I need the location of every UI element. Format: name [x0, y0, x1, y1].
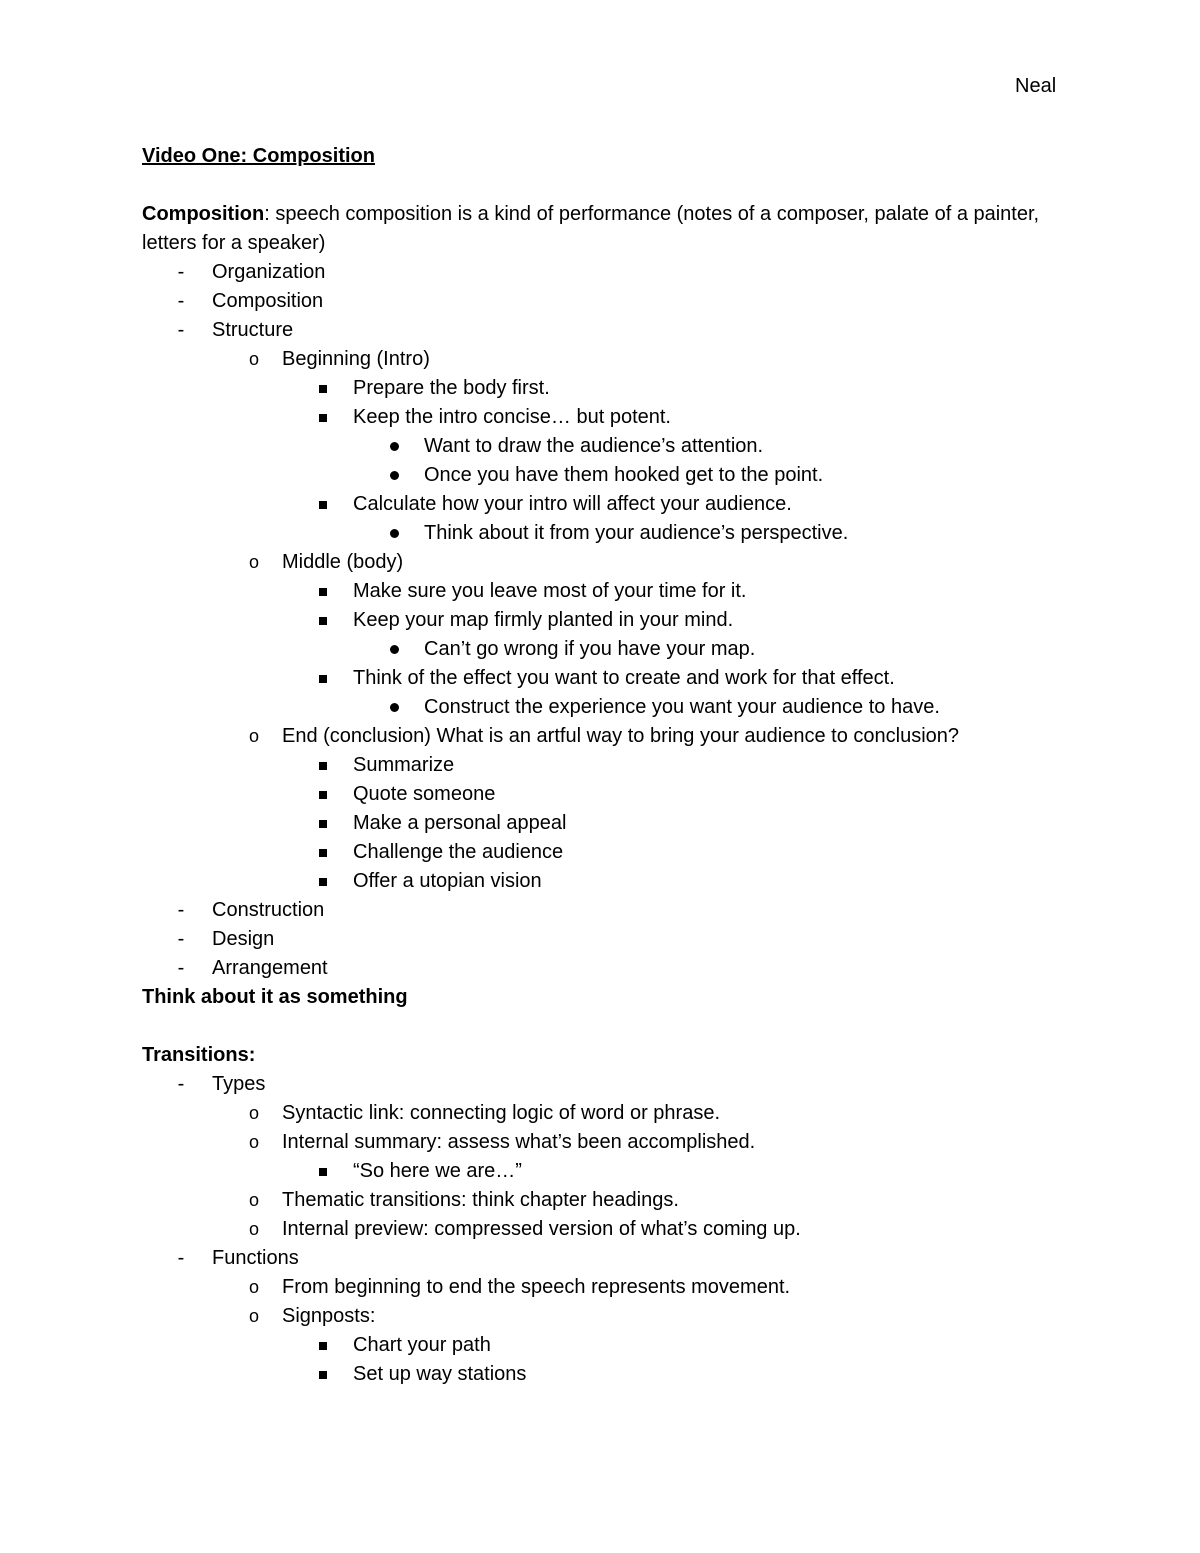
list-item-text: Challenge the audience — [353, 841, 564, 863]
list-item-text: Internal summary: assess what’s been accomplished. — [282, 1131, 756, 1153]
list-item-text: Want to draw the audience’s attention. — [424, 435, 764, 457]
list-item-text: Middle (body) — [282, 551, 404, 573]
transitions-heading: Transitions: — [142, 1044, 256, 1066]
list-item-text: “So here we are…” — [353, 1160, 522, 1182]
list-item-text: Can’t go wrong if you have your map. — [424, 638, 756, 660]
definition-text: : speech composition is a kind of performance (notes of a composer, palate of a painter, letters for a speaker) — [142, 203, 1040, 254]
list-item — [142, 316, 1042, 345]
circle-bullet: o — [248, 1277, 259, 1297]
list-item — [142, 461, 1042, 490]
dot-bullet-icon — [390, 703, 399, 712]
circle-bullet: o — [248, 552, 259, 572]
list-item — [142, 896, 1042, 925]
square-bullet-icon — [319, 675, 327, 683]
list-item-text: Beginning (Intro) — [282, 348, 430, 370]
list-item-text: Summarize — [353, 754, 455, 776]
square-bullet-icon — [319, 501, 327, 509]
list-item — [142, 751, 1042, 780]
blank-line — [142, 171, 1042, 200]
document-title: Video One: Composition — [142, 145, 375, 167]
list-item-text: From beginning to end the speech represents movement. — [282, 1276, 791, 1298]
header-author-name: Neal — [1015, 75, 1057, 97]
list-item-text: Arrangement — [212, 957, 328, 979]
list-item — [142, 780, 1042, 809]
list-item — [142, 1273, 1042, 1302]
list-item-text: Offer a utopian vision — [353, 870, 542, 892]
list-item — [142, 403, 1042, 432]
square-bullet-icon — [319, 762, 327, 770]
list-item-text: Once you have them hooked get to the point. — [424, 464, 824, 486]
list-item-text: Keep the intro concise… but potent. — [353, 406, 671, 428]
list-item — [142, 577, 1042, 606]
circle-bullet: o — [248, 349, 259, 369]
list-item — [142, 1070, 1042, 1099]
list-item-text: End (conclusion) What is an artful way to bring your audience to conclusion? — [282, 725, 960, 747]
list-item-text: Think about it from your audience’s perspective. — [424, 522, 849, 544]
list-item — [142, 548, 1042, 577]
circle-bullet: o — [248, 1306, 259, 1326]
dash-bullet: - — [177, 1247, 185, 1269]
square-bullet-icon — [319, 791, 327, 799]
list-item-text: Structure — [212, 319, 294, 341]
dot-bullet-icon — [390, 442, 399, 451]
circle-bullet: o — [248, 1190, 259, 1210]
list-item-text: Functions — [212, 1247, 299, 1269]
list-item — [142, 954, 1042, 983]
list-item — [142, 1360, 1042, 1389]
dot-bullet-icon — [390, 645, 399, 654]
list-item-text: Make sure you leave most of your time for it. — [353, 580, 747, 602]
list-item-text: Calculate how your intro will affect your audience. — [353, 493, 792, 515]
list-item — [142, 1215, 1042, 1244]
dash-bullet: - — [177, 290, 185, 312]
list-item — [142, 287, 1042, 316]
square-bullet-icon — [319, 1371, 327, 1379]
list-item-text: Prepare the body first. — [353, 377, 550, 399]
list-item — [142, 925, 1042, 954]
list-item — [142, 867, 1042, 896]
list-item — [142, 1302, 1042, 1331]
list-item-text: Internal preview: compressed version of what’s coming up. — [282, 1218, 801, 1240]
dash-bullet: - — [177, 1073, 185, 1095]
list-item-text: Construction — [212, 899, 325, 921]
list-item — [142, 838, 1042, 867]
list-item — [142, 1157, 1042, 1186]
circle-bullet: o — [248, 1219, 259, 1239]
list-item — [142, 490, 1042, 519]
list-item-text: Chart your path — [353, 1334, 491, 1356]
list-item — [142, 1128, 1042, 1157]
list-item — [142, 519, 1042, 548]
list-item — [142, 809, 1042, 838]
dash-bullet: - — [177, 319, 185, 341]
list-item — [142, 722, 1042, 751]
list-item-text: Thematic transitions: think chapter headings. — [282, 1189, 679, 1211]
list-item-text: Composition — [212, 290, 324, 312]
square-bullet-icon — [319, 820, 327, 828]
dot-bullet-icon — [390, 529, 399, 538]
document-body — [142, 142, 1042, 1389]
list-item-text: Organization — [212, 261, 326, 283]
definition-term: Composition — [142, 203, 265, 225]
list-item-text: Construct the experience you want your audience to have. — [424, 696, 940, 718]
list-item-text: Make a personal appeal — [353, 812, 567, 834]
square-bullet-icon — [319, 1168, 327, 1176]
definition-paragraph — [142, 200, 1042, 258]
list-item — [142, 1331, 1042, 1360]
circle-bullet: o — [248, 1132, 259, 1152]
list-item — [142, 345, 1042, 374]
blank-line — [142, 1012, 1042, 1041]
square-bullet-icon — [319, 878, 327, 886]
list-item — [142, 1186, 1042, 1215]
list-item — [142, 374, 1042, 403]
list-item-text: Set up way stations — [353, 1363, 527, 1385]
square-bullet-icon — [319, 1342, 327, 1350]
list-item-text: Signposts: — [282, 1305, 376, 1327]
list-item-text: Keep your map firmly planted in your mind. — [353, 609, 734, 631]
list-item — [142, 258, 1042, 287]
dash-bullet: - — [177, 261, 185, 283]
list-item-text: Quote someone — [353, 783, 496, 805]
list-item — [142, 1244, 1042, 1273]
dot-bullet-icon — [390, 471, 399, 480]
list-item — [142, 664, 1042, 693]
list-item — [142, 1099, 1042, 1128]
dash-bullet: - — [177, 928, 185, 950]
list-item-text: Syntactic link: connecting logic of word or phrase. — [282, 1102, 720, 1124]
dash-bullet: - — [177, 899, 185, 921]
square-bullet-icon — [319, 385, 327, 393]
circle-bullet: o — [248, 1103, 259, 1123]
list-item-text: Think of the effect you want to create and work for that effect. — [353, 667, 895, 689]
circle-bullet: o — [248, 726, 259, 746]
dash-bullet: - — [177, 957, 185, 979]
list-item — [142, 606, 1042, 635]
list-item-text: Types — [212, 1073, 266, 1095]
list-item-text: Design — [212, 928, 275, 950]
square-bullet-icon — [319, 849, 327, 857]
list-item — [142, 693, 1042, 722]
list-item — [142, 432, 1042, 461]
list-item — [142, 635, 1042, 664]
think-about-line: Think about it as something — [142, 986, 408, 1008]
square-bullet-icon — [319, 617, 327, 625]
square-bullet-icon — [319, 414, 327, 422]
square-bullet-icon — [319, 588, 327, 596]
